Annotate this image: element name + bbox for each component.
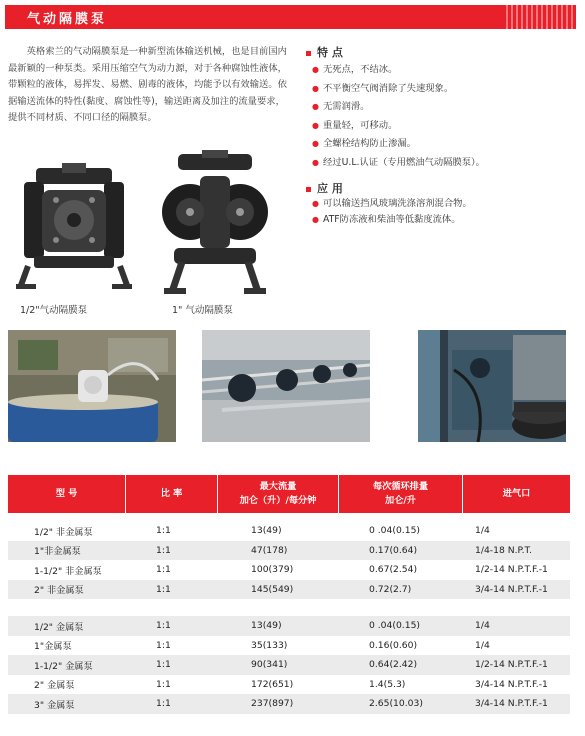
column-header: 最大流量 加仑（升）/每分钟 (218, 475, 339, 513)
table-cell: 100(379) (251, 564, 294, 576)
table-cell: 1/4-18 N.P.T. (475, 544, 532, 556)
table-row (8, 655, 570, 675)
pump-row-photo (202, 330, 370, 442)
table-cell: 3/4-14 N.P.T.F.-1 (475, 698, 548, 710)
intro-paragraph: 英格索兰的气动隔膜泵是一种新型流体输送机械，也是目前国内最新颖的一种泵类。采用压缩空气为动力源，对于各种腐蚀性液体，带颗粒的液体，易挥发、易燃、剧毒的液体，均能予以有效输送。依据输送流体的特性(黏度、腐蚀性等)，输送距离及加注的流量要求，提供不同材质、不同口径的隔膜泵。 (8, 46, 287, 124)
list-item: ● 无需润滑。 (312, 101, 370, 112)
table-cell: 1:1 (156, 544, 171, 556)
half-inch-pump-caption: 1/2"气动隔膜泵 (20, 305, 88, 316)
list-item: ● ATF防冻液和柴油等低黏度流体。 (312, 213, 461, 225)
list-item: ● 全螺栓结构防止渗漏。 (312, 138, 416, 149)
table-cell: 1:1 (156, 583, 171, 595)
table-row (8, 560, 570, 580)
table-cell: 2" 金属泵 (34, 680, 75, 692)
applications-list (312, 196, 472, 227)
table-cell: 0 .04(0.15) (369, 525, 421, 537)
page-header (5, 5, 576, 29)
table-row (8, 521, 570, 541)
bullet-icon: ● (312, 157, 319, 167)
table-cell: 1/4 (475, 525, 490, 537)
table-cell: 13(49) (251, 620, 282, 632)
table-cell: 13(49) (251, 525, 282, 537)
table-row (8, 694, 570, 714)
table-cell: 0.72(2.7) (369, 583, 412, 595)
table-cell: 35(133) (251, 639, 288, 651)
table-cell: 3/4-14 N.P.T.F.-1 (475, 583, 548, 595)
table-cell: 2" 非金属泵 (34, 585, 84, 597)
one-inch-pump-image (160, 150, 270, 295)
table-cell: 1/4 (475, 639, 490, 651)
header-stripe-decoration (506, 5, 576, 29)
table-cell: 3/4-14 N.P.T.F.-1 (475, 678, 548, 690)
table-cell: 3" 金属泵 (34, 699, 75, 711)
table-cell: 237(897) (251, 698, 294, 710)
table-cell: 0.17(0.64) (369, 544, 418, 556)
table-cell: 1/2" 金属泵 (34, 621, 84, 633)
tire-shop-photo (418, 330, 566, 442)
half-inch-pump-image (14, 160, 134, 290)
list-item: ● 重量轻，可移动。 (312, 119, 398, 131)
list-item: ● 不平衡空气阀消除了失速现象。 (312, 82, 454, 94)
table-cell: 1.4(5.3) (369, 678, 406, 690)
table-cell: 1/4 (475, 620, 490, 632)
bullet-icon: ● (312, 83, 319, 93)
table-cell: 1-1/2" 非金属泵 (34, 565, 102, 577)
table-cell: 1:1 (156, 525, 171, 537)
bullet-icon: ● (312, 214, 319, 224)
applications-heading (306, 180, 343, 196)
table-cell: 1"非金属泵 (34, 546, 81, 558)
column-header: 比 率 (126, 475, 218, 513)
column-header: 型 号 (8, 475, 126, 513)
table-row (8, 580, 570, 600)
table-cell: 1:1 (156, 678, 171, 690)
page-title: 气动隔膜泵 (27, 12, 108, 27)
table-cell: 172(651) (251, 678, 294, 690)
table-cell: 1/2-14 N.P.T.F.-1 (475, 659, 548, 671)
column-header: 每次循环排量 加仑/升 (339, 475, 463, 513)
table-row (8, 636, 570, 656)
bullet-icon: ● (312, 139, 319, 148)
table-cell: 1/2-14 N.P.T.F.-1 (475, 564, 548, 576)
table-cell: 47(178) (251, 544, 288, 556)
table-cell: 1"金属泵 (34, 641, 72, 653)
features-title: 特 点 (317, 46, 343, 59)
bullet-icon: ● (312, 65, 319, 74)
table-row (8, 541, 570, 561)
drum-pump-photo (8, 330, 176, 442)
table-header-row (8, 475, 570, 513)
square-bullet-icon (306, 187, 311, 192)
square-bullet-icon (306, 51, 311, 56)
table-cell: 1:1 (156, 639, 171, 651)
table-cell: 0.67(2.54) (369, 564, 418, 576)
table-row (8, 675, 570, 695)
table-cell: 1:1 (156, 698, 171, 710)
table-cell: 1/2" 非金属泵 (34, 526, 93, 538)
table-cell: 1:1 (156, 564, 171, 576)
table-cell: 0 .04(0.15) (369, 620, 421, 632)
table-cell: 2.65(10.03) (369, 698, 423, 710)
list-item: ● 经过U.L.认证（专用燃油气动隔膜泵）。 (312, 156, 485, 168)
list-item: ● 可以输送挡风玻璃洗涤溶剂混合物。 (312, 198, 472, 209)
table-row (8, 616, 570, 636)
table-cell: 90(341) (251, 659, 288, 671)
applications-title: 应 用 (317, 182, 343, 195)
column-header: 进气口 (502, 488, 531, 499)
table-cell: 1:1 (156, 659, 171, 671)
table-cell: 1-1/2" 金属泵 (34, 660, 93, 672)
bullet-icon: ● (312, 102, 319, 111)
list-item: ● 无死点，不结冰。 (312, 64, 398, 75)
bullet-icon: ● (312, 199, 319, 208)
spec-table (8, 475, 570, 714)
table-cell: 1:1 (156, 620, 171, 632)
table-cell: 0.64(2.42) (369, 659, 418, 671)
bullet-icon: ● (312, 120, 319, 130)
table-cell: 0.16(0.60) (369, 639, 418, 651)
features-heading (306, 44, 343, 60)
one-inch-pump-caption: 1" 气动隔膜泵 (172, 305, 233, 316)
table-cell: 145(549) (251, 583, 294, 595)
features-list (312, 62, 485, 173)
